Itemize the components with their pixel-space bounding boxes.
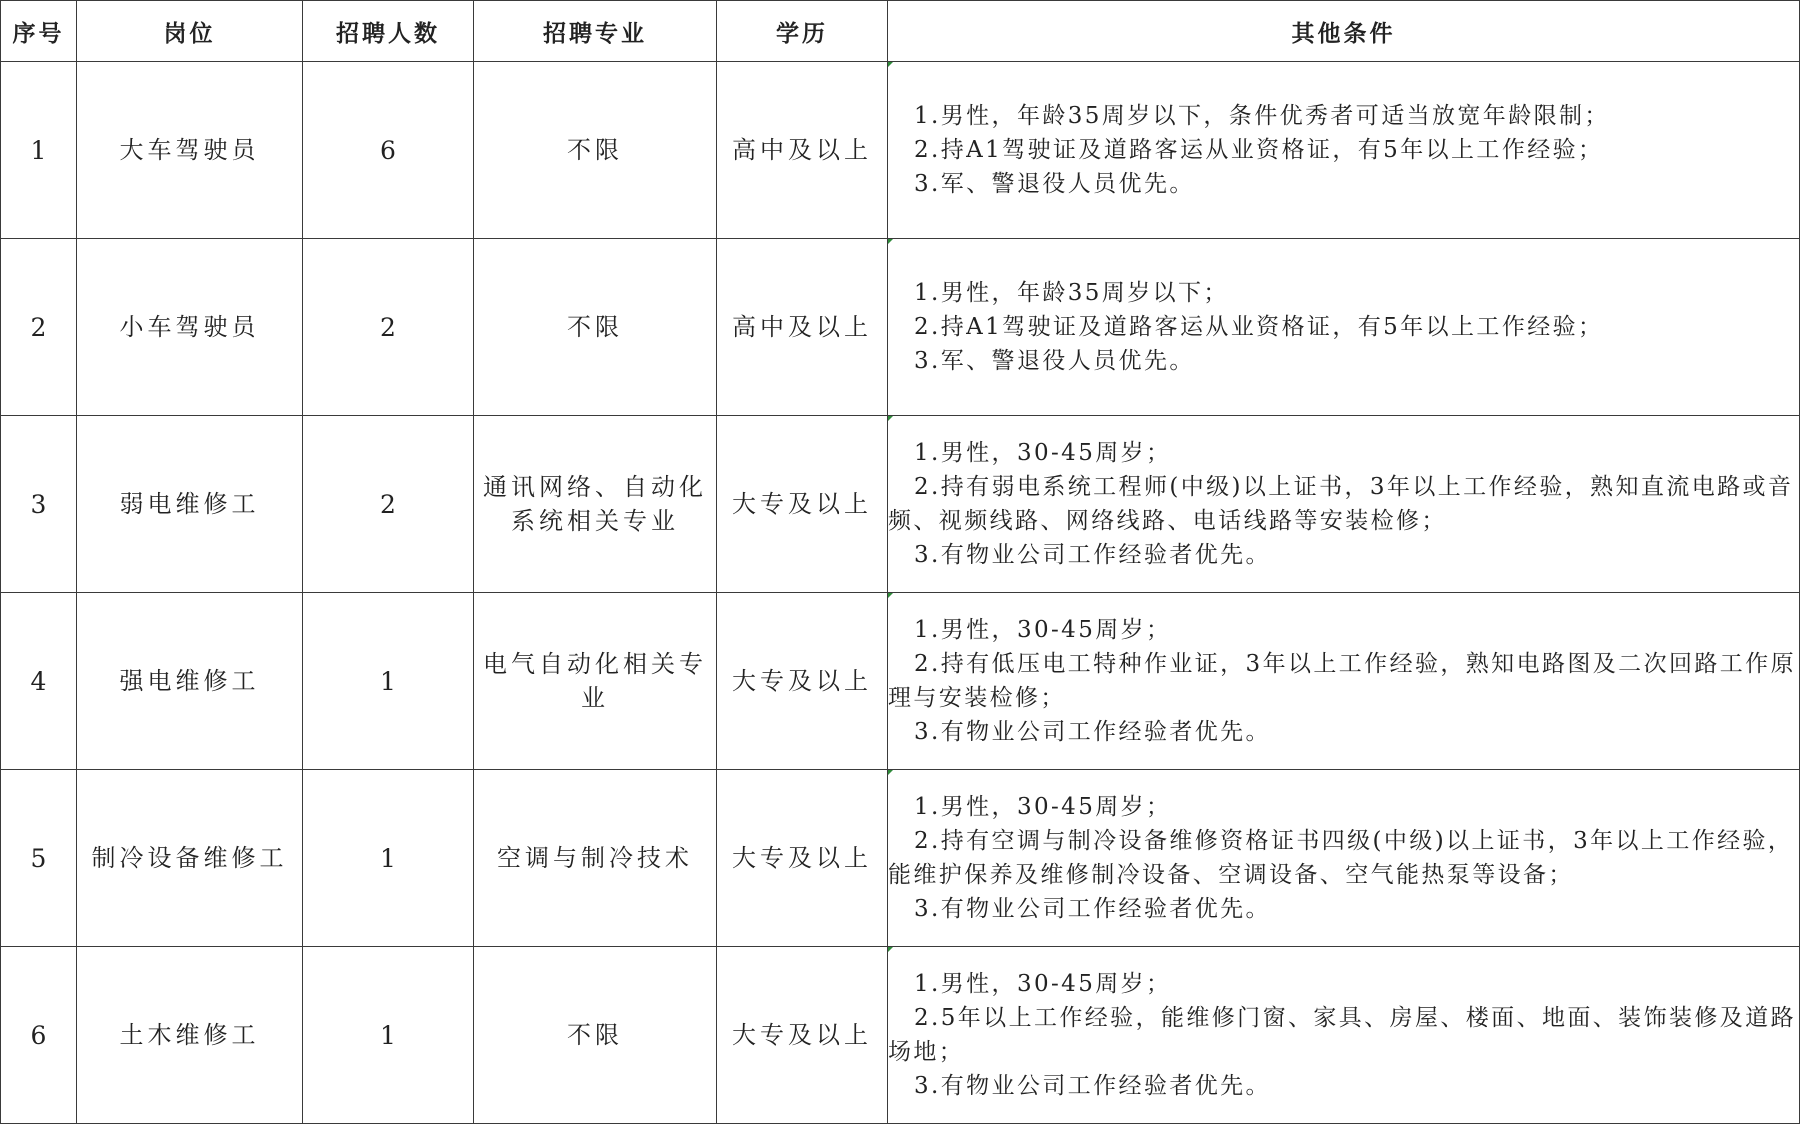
cell-major: 通讯网络、自动化系统相关专业 <box>474 416 717 593</box>
cell-position: 强电维修工 <box>77 593 303 770</box>
condition-line: 1.男性，30-45周岁； <box>914 617 1172 643</box>
cell-count: 2 <box>303 416 474 593</box>
cell-major: 不限 <box>474 239 717 416</box>
cell-major: 不限 <box>474 62 717 239</box>
condition-line: 2.持有弱电系统工程师(中级)以上证书，3年以上工作经验，熟知直流电路或音频、视频线路、网络线路、电话线路等安装检修； <box>888 474 1794 534</box>
cell-count: 2 <box>303 239 474 416</box>
cell-major: 不限 <box>474 947 717 1124</box>
header-education: 学历 <box>717 1 888 62</box>
table-row <box>1 593 1800 770</box>
cell-position: 土木维修工 <box>77 947 303 1124</box>
cell-education: 大专及以上 <box>717 416 888 593</box>
cell-no: 1 <box>1 62 77 239</box>
condition-line: 3.有物业公司工作经验者优先。 <box>914 896 1271 922</box>
cell-major: 电气自动化相关专业 <box>474 593 717 770</box>
condition-line: 2.持有空调与制冷设备维修资格证书四级(中级)以上证书，3年以上工作经验，能维护保养及维修制冷设备、空调设备、空气能热泵等设备； <box>888 828 1794 888</box>
cell-conditions <box>888 770 1800 947</box>
condition-line: 1.男性，30-45周岁； <box>914 440 1172 466</box>
condition-line: 1.男性，年龄35周岁以下； <box>914 280 1229 306</box>
condition-line: 3.军、警退役人员优先。 <box>914 348 1195 374</box>
header-position: 岗位 <box>77 1 303 62</box>
cell-position: 大车驾驶员 <box>77 62 303 239</box>
condition-line: 1.男性，年龄35周岁以下，条件优秀者可适当放宽年龄限制； <box>914 103 1610 129</box>
header-conditions: 其他条件 <box>888 1 1800 62</box>
table-row <box>1 947 1800 1124</box>
cell-conditions <box>888 593 1800 770</box>
header-no: 序号 <box>1 1 77 62</box>
cell-major: 空调与制冷技术 <box>474 770 717 947</box>
cell-count: 1 <box>303 947 474 1124</box>
cell-count: 6 <box>303 62 474 239</box>
condition-line: 2.5年以上工作经验，能维修门窗、家具、房屋、楼面、地面、装饰装修及道路场地； <box>888 1005 1796 1065</box>
table-row <box>1 770 1800 947</box>
cell-no: 3 <box>1 416 77 593</box>
cell-education: 高中及以上 <box>717 239 888 416</box>
condition-line: 3.有物业公司工作经验者优先。 <box>914 1073 1271 1099</box>
cell-no: 4 <box>1 593 77 770</box>
table-row <box>1 416 1800 593</box>
cell-position: 小车驾驶员 <box>77 239 303 416</box>
condition-line: 2.持A1驾驶证及道路客运从业资格证，有5年以上工作经验； <box>914 314 1604 340</box>
cell-education: 大专及以上 <box>717 770 888 947</box>
cell-count: 1 <box>303 593 474 770</box>
condition-line: 3.有物业公司工作经验者优先。 <box>914 542 1271 568</box>
condition-line: 1.男性，30-45周岁； <box>914 794 1172 820</box>
table-header <box>1 1 1800 62</box>
cell-conditions <box>888 947 1800 1124</box>
cell-count: 1 <box>303 770 474 947</box>
header-major: 招聘专业 <box>474 1 717 62</box>
condition-line: 1.男性，30-45周岁； <box>914 971 1172 997</box>
header-count: 招聘人数 <box>303 1 474 62</box>
cell-no: 2 <box>1 239 77 416</box>
condition-line: 3.有物业公司工作经验者优先。 <box>914 719 1271 745</box>
cell-education: 高中及以上 <box>717 62 888 239</box>
cell-education: 大专及以上 <box>717 593 888 770</box>
cell-conditions <box>888 62 1800 239</box>
table-row <box>1 239 1800 416</box>
condition-line: 2.持A1驾驶证及道路客运从业资格证，有5年以上工作经验； <box>914 137 1604 163</box>
header-row <box>1 1 1800 62</box>
cell-position: 弱电维修工 <box>77 416 303 593</box>
cell-education: 大专及以上 <box>717 947 888 1124</box>
cell-no: 5 <box>1 770 77 947</box>
table-body <box>1 62 1800 1124</box>
cell-conditions <box>888 416 1800 593</box>
condition-line: 3.军、警退役人员优先。 <box>914 171 1195 197</box>
cell-no: 6 <box>1 947 77 1124</box>
cell-conditions <box>888 239 1800 416</box>
table-row <box>1 62 1800 239</box>
condition-line: 2.持有低压电工特种作业证，3年以上工作经验，熟知电路图及二次回路工作原理与安装检修； <box>888 651 1796 711</box>
cell-position: 制冷设备维修工 <box>77 770 303 947</box>
